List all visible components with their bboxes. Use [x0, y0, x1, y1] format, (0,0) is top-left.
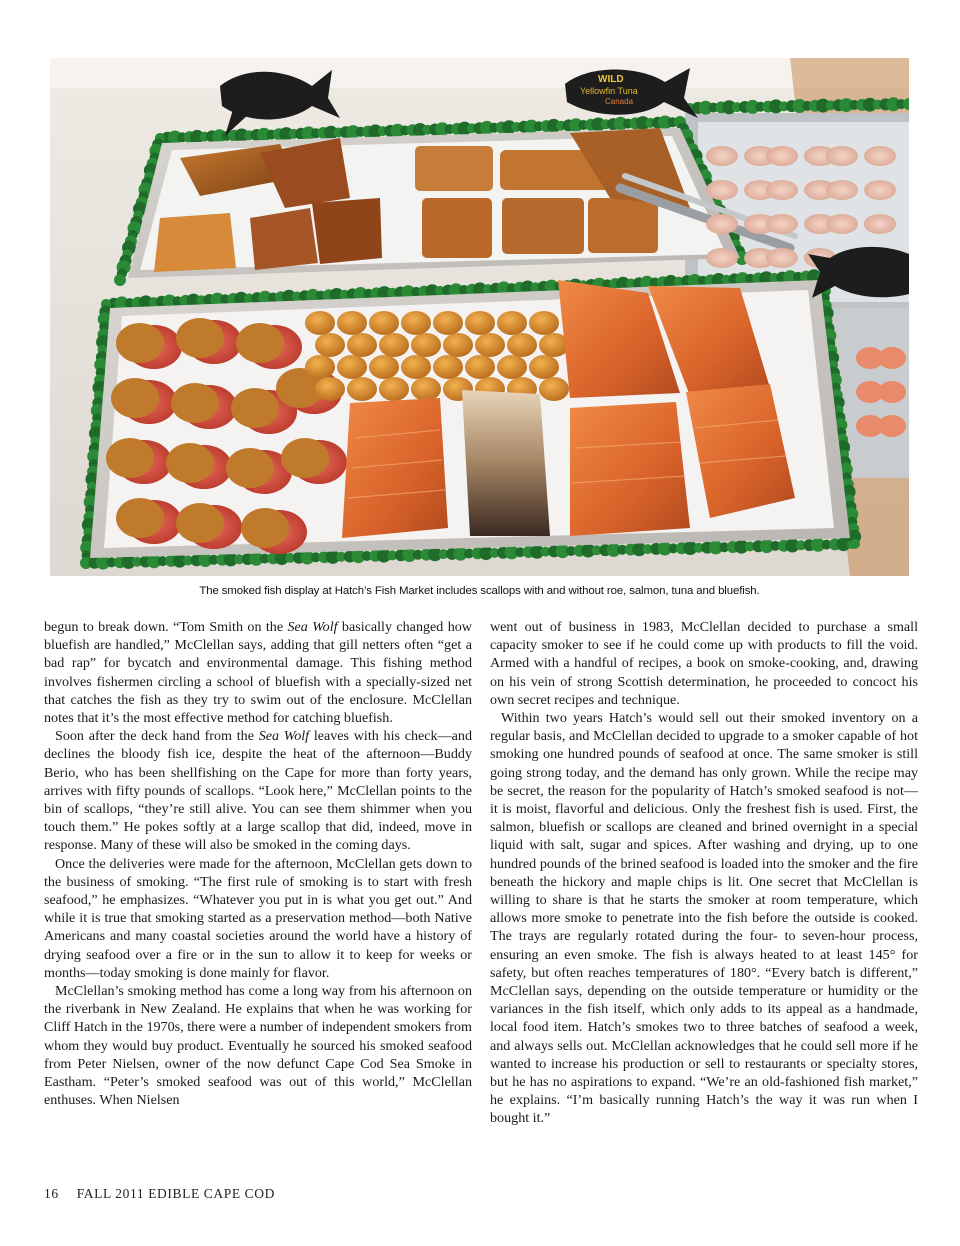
article-column-right [490, 618, 918, 1128]
photo-illustration [50, 58, 909, 576]
paragraph: Within two years Hatch’s would sell out their smoked inventory on a regular basis, and McClellan decided to upgrade to a smoker capable of hot smoking one hundred pounds of seafood at once. The same smoker is still going strong today, and the demand has only grown. While the recipe may be secret, the reason for the popularity of Hatch’s smoked seafood is not—it is moist, flavorful and delicious. Only the freshest fish is used. First, the salmon, bluefish or scallops are cleaned and brined overnight in a special liquid with salt, sugar and spices. After washing and drying, up to one hundred pounds of the brined seafood is loaded into the smoker and the fire beneath the hickory and maple chips is lit. One secret that McClellan is willing to share is that he starts the smoker at room temperature, which allows more smoke to penetrate into the fish before the outside is cooked. The trays are regularly rotated during the four- to seven-hour process, ensuring an even smoke. The fish is always heated to at least 145° for safety, but often reaches temperatures of 180°. “Every batch is different,” McClellan says, depending on the outside temperature or humidity or the variances in the fish itself, which only adds to its appeal as a handmade, local food item. Hatch’s smokes two to three batches of seafood a week, and always sells out. McClellan acknowledges that he could sell more if he wanted to increase his production or sell to restaurants or specialty stores, but he has no aspirations to expand. “We’re an old-fashioned fish market,” he explains. “I’m basically running Hatch’s the way it was run when I bought it.” [490, 710, 918, 1127]
article-column-left [44, 618, 472, 1109]
svg-text:WILD: WILD [598, 74, 624, 85]
svg-text:Canada: Canada [605, 97, 634, 106]
paragraph: Soon after the deck hand from the Sea Wolf leaves with his check—and declines the bloody fish ice, despite the heat of the afternoon—Buddy Berio, who has been shellfishing on the Cape for more than forty years, arrives with fifty pounds of scallops. “Look here,” McClellan points to the bin of scallops, “they’re still alive. You can see them shimmer when you touch them.” He pokes softly at a large scallop that did, indeed, move in response. Many of these will also be smoked in the coming days. [44, 728, 472, 854]
italic-title: Sea Wolf [287, 619, 338, 635]
paragraph: Once the deliveries were made for the afternoon, McClellan gets down to the business of smoking. “The first rule of smoking is to start with fresh seafood,” he emphasizes. “Whatever you put in is what you get out.” And while it is true that smoking started as a preservation method—both Native Americans and many coastal societies around the world have a history of drying seafood over a fire or in the sun to allow it to keep for weeks or months—today smoking is done mainly for flavor. [44, 855, 472, 981]
page-footer [44, 1186, 275, 1202]
page-number: 16 [44, 1186, 59, 1201]
issue-date: FALL 2011 [76, 1186, 145, 1201]
svg-text:Yellowfin Tuna: Yellowfin Tuna [580, 86, 638, 96]
paragraph: begun to break down. “Tom Smith on the Sea Wolf basically changed how bluefish are handled,” McClellan says, adding that gill netters often “get a bad rap” for bycatch and environmental damage. This fishing method involves fishermen circling a school of bluefish with a specially-sized net that catches the fish as they try to swim out of the enclosure. McClellan notes that it’s the most effective method for catching bluefish. [44, 619, 472, 727]
paragraph: went out of business in 1983, McClellan decided to purchase a small capacity smoker to see if he could come up with products to fill the void. Armed with a handful of recipes, a book on smoke-cooking, and, drawing on his vein of strong Scottish determination, he proceeded to concoct his own secret recipes and technique. [490, 619, 918, 708]
italic-title: Sea Wolf [258, 728, 310, 745]
smoked-fish-display-photo [50, 58, 909, 576]
publication-name: EDIBLE CAPE COD [148, 1186, 275, 1201]
paragraph: McClellan’s smoking method has come a long way from his afternoon on the riverbank in New Zealand. He explains that when he was working for Cliff Hatch in the 1970s, there were a number of independent smokers from whom they would buy product. Eventually he sourced his smoked seafood from Peter Nielsen, owner of the now defunct Cape Cod Sea Smoke in Eastham. “Peter’s smoked seafood was out of this world,” McClellan enthuses. When Nielsen [44, 983, 472, 1109]
photo-caption: The smoked fish display at Hatch’s Fish Market includes scallops with and without roe, salmon, tuna and bluefish. [199, 585, 760, 597]
